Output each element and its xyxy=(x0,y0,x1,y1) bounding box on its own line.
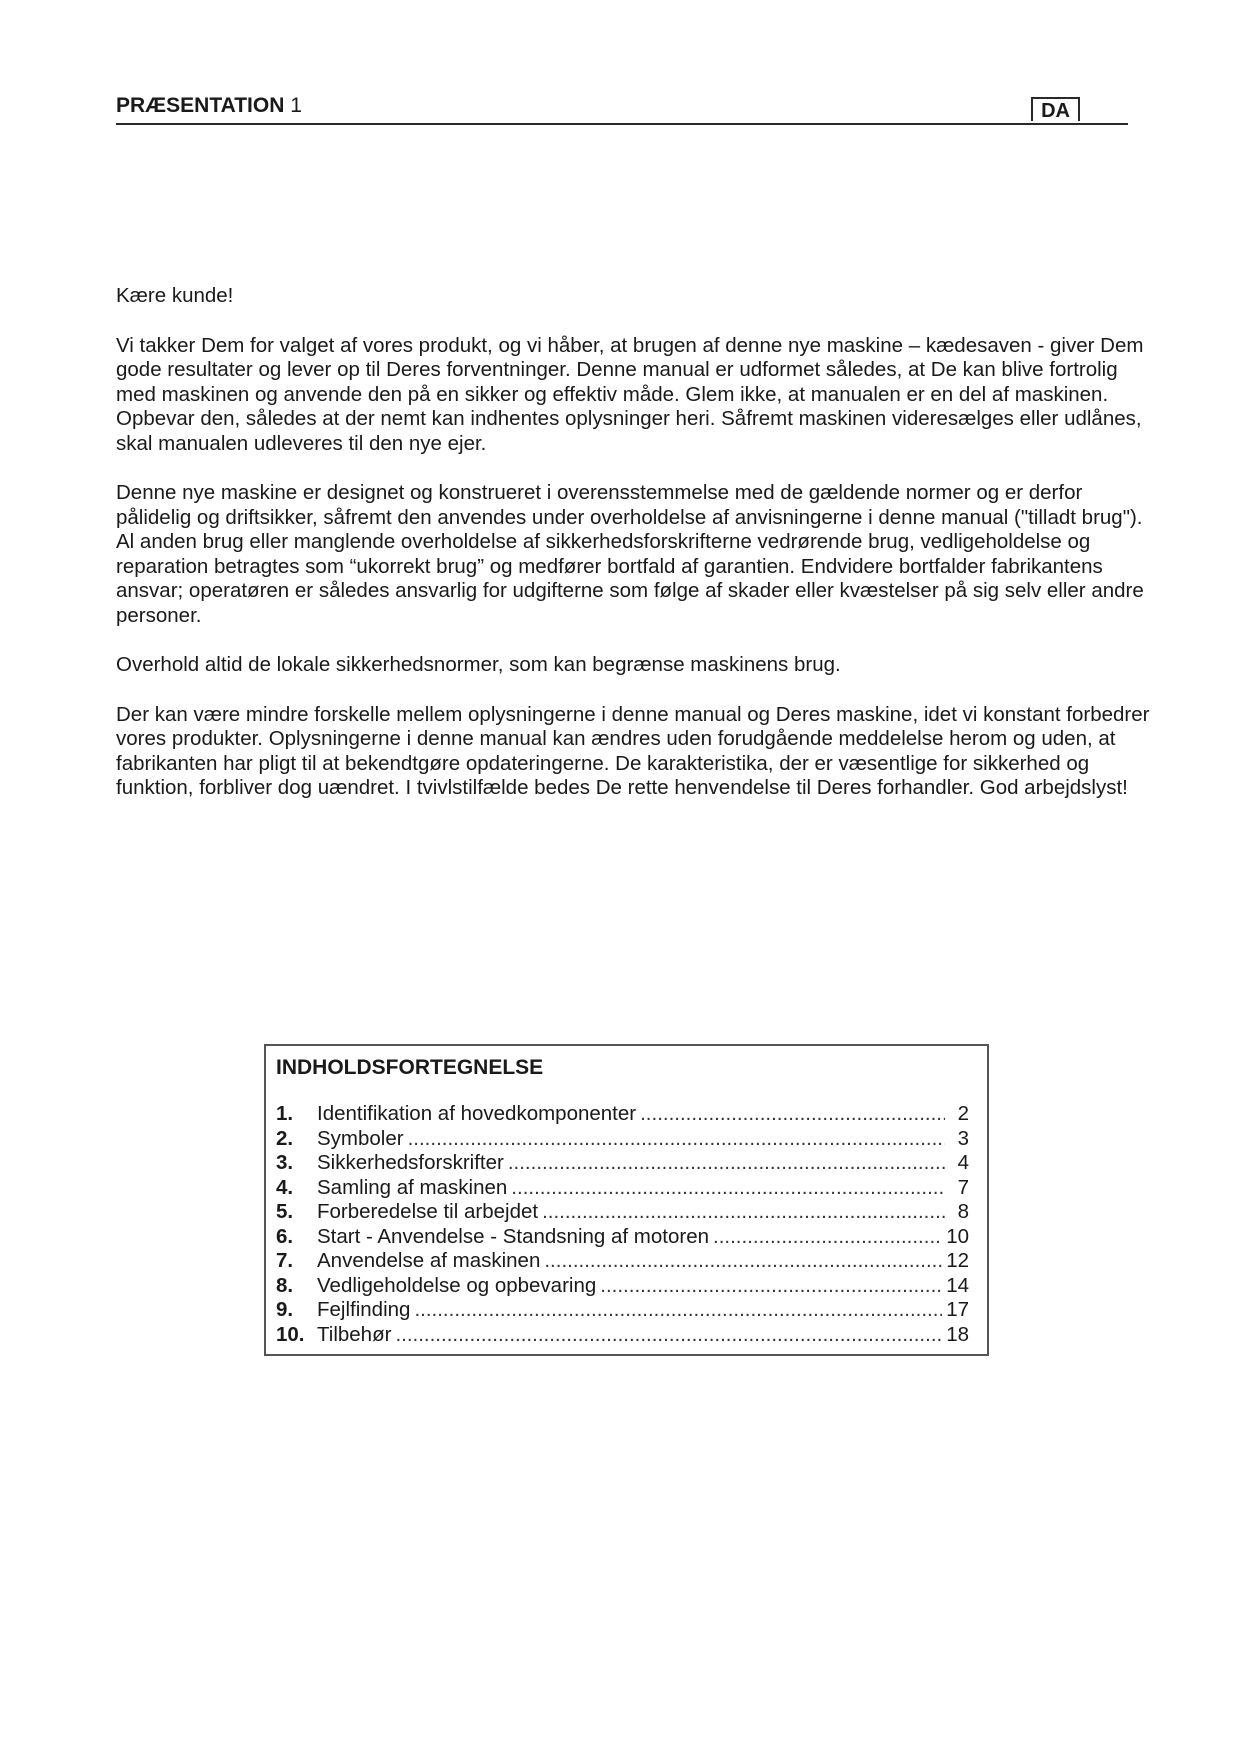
toc-item-label: Samling af maskinen xyxy=(317,1175,508,1199)
language-badge: DA xyxy=(1031,97,1080,121)
toc-leader-dots xyxy=(408,1127,945,1152)
toc-item-label: Identifikation af hovedkomponenter xyxy=(317,1102,637,1125)
section-number: 1 xyxy=(290,94,302,117)
toc-item-number: 2. xyxy=(276,1126,294,1150)
toc-item-page: 12 xyxy=(946,1249,969,1272)
toc-item-page: 17 xyxy=(946,1298,969,1321)
toc-title: INDHOLDSFORTEGNELSE xyxy=(276,1056,544,1079)
toc-leader-dots xyxy=(508,1151,945,1176)
greeting: Kære kunde! xyxy=(116,284,234,307)
toc-item xyxy=(276,1127,969,1152)
toc-leader-dots xyxy=(414,1298,942,1323)
toc-item-number: 6. xyxy=(276,1224,294,1248)
toc-item xyxy=(276,1323,969,1348)
toc-item-number: 5. xyxy=(276,1200,294,1223)
toc-leader-dots xyxy=(395,1323,942,1348)
toc-item-label: Forberedelse til arbejdet xyxy=(317,1200,539,1223)
toc-item-page: 14 xyxy=(946,1273,969,1297)
toc-item xyxy=(276,1176,969,1201)
toc-item-label: Start - Anvendelse - Standsning af motoren xyxy=(317,1224,710,1248)
intro-text xyxy=(116,284,1156,826)
toc-item-label: Tilbehør xyxy=(317,1322,392,1346)
toc-item-label: Symboler xyxy=(317,1126,404,1150)
toc-item-page: 2 xyxy=(957,1102,969,1125)
section-label: PRÆSENTATION xyxy=(116,94,285,117)
toc-item-number: 7. xyxy=(276,1249,294,1272)
toc-item-label: Anvendelse af maskinen xyxy=(317,1249,541,1272)
paragraph: Der kan være mindre forskelle mellem oplysningerne i denne manual og Deres maskine, idet vi konstant forbedrer vores produkter. Oplysningerne i denne manual kan ændres uden forudgående meddelelse herom og uden, at fabrikanten har pligt til at bekendtgøre opdateringerne. De karakteristika, der er væsentlige for sikkerhed og funktion, forbliver dog uændret. I tvivlstilfælde bedes De rette henvendelse til Deres forhandler. God arbejdslyst! xyxy=(116,702,1150,799)
toc-leader-dots xyxy=(511,1176,945,1201)
toc-item-page: 8 xyxy=(957,1200,969,1223)
page-header xyxy=(116,94,1128,125)
toc-item-number: 10. xyxy=(276,1322,305,1346)
toc-item-label: Vedligeholdelse og opbevaring xyxy=(317,1273,597,1297)
paragraph: Overhold altid de lokale sikkerhedsnormer, som kan begrænse maskinens brug. xyxy=(116,653,841,676)
toc-item-number: 8. xyxy=(276,1273,294,1297)
toc-item-number: 3. xyxy=(276,1151,294,1174)
toc-leader-dots xyxy=(713,1225,942,1250)
table-of-contents xyxy=(264,1044,989,1356)
toc-item xyxy=(276,1274,969,1299)
toc-item-number: 1. xyxy=(276,1102,294,1125)
toc-item-page: 10 xyxy=(946,1224,969,1248)
toc-item xyxy=(276,1102,969,1127)
toc-item xyxy=(276,1225,969,1250)
toc-item-label: Fejlfinding xyxy=(317,1298,411,1321)
toc-item-page: 7 xyxy=(957,1175,969,1199)
toc-item xyxy=(276,1151,969,1176)
toc-leader-dots xyxy=(542,1200,945,1225)
toc-leader-dots xyxy=(640,1102,945,1127)
paragraph: Denne nye maskine er designet og konstrueret i overensstemmelse med de gældende normer og er derfor pålidelig og driftsikker, såfremt den anvendes under overholdelse af anvisningerne i denne manual ("tilladt brug"). Al anden brug eller manglende overholdelse af sikkerhedsforskrifterne vedrørende brug, vedligeholdelse og reparation betragtes som “ukorrekt brug” og medfører bortfald af garantien. Endvidere bortfalder fabrikantens ansvar; operatøren er således ansvarlig for udgifterne som følge af skader eller kvæstelser på sig selv eller andre personer. xyxy=(116,481,1144,627)
toc-item-label: Sikkerhedsforskrifter xyxy=(317,1151,504,1174)
toc-item xyxy=(276,1249,969,1274)
paragraph: Vi takker Dem for valget af vores produkt, og vi håber, at brugen af denne nye maskine – kædesaven - giver Dem gode resultater og lever op til Deres forventninger. Denne manual er udformet således, at De kan blive fortrolig med maskinen og anvende den på en sikker og effektiv måde. Glem ikke, at manualen er en del af maskinen. Opbevar den, således at der nemt kan indhentes oplysninger heri. Såfremt maskinen videresælges eller udlånes, skal manualen udleveres til den nye ejer. xyxy=(116,333,1144,455)
toc-item-page: 18 xyxy=(946,1322,969,1346)
toc-item xyxy=(276,1200,969,1225)
toc-item-page: 4 xyxy=(957,1151,969,1174)
toc-leader-dots xyxy=(544,1249,942,1274)
section-heading xyxy=(116,94,302,118)
toc-item-number: 9. xyxy=(276,1298,294,1321)
toc-item-page: 3 xyxy=(957,1126,969,1150)
toc-item-number: 4. xyxy=(276,1175,294,1199)
toc-leader-dots xyxy=(600,1274,942,1299)
toc-item xyxy=(276,1298,969,1323)
